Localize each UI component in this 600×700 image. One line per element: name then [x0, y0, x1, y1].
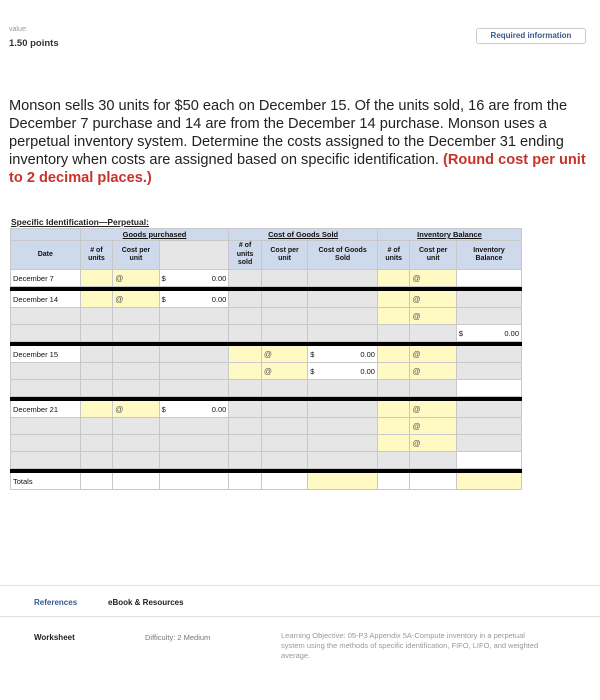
cost-input[interactable]: @ [113, 401, 159, 418]
inventory-cell [456, 270, 521, 287]
table-row [11, 418, 522, 435]
inventory-balance-col-header: Inventory Balance [456, 241, 521, 270]
value-label: value: [9, 26, 28, 33]
cost-goods-sold-header: Cost of Goods Sold [308, 241, 378, 270]
group-header-row [11, 229, 522, 241]
amount-cell: $ 0.00 [159, 401, 229, 418]
units-input[interactable] [229, 346, 262, 363]
required-information-button[interactable]: Required information [476, 28, 586, 44]
cost-input[interactable]: @ [410, 435, 456, 452]
table-row [11, 435, 522, 452]
date-header: Date [11, 241, 81, 270]
cost-input[interactable]: @ [410, 308, 456, 325]
units-input[interactable] [229, 363, 262, 380]
amount-cell: $ 0.00 [159, 270, 229, 287]
specific-identification-table [10, 228, 522, 490]
total-inventory-input[interactable] [456, 473, 521, 490]
inventory-cell [456, 380, 521, 397]
table-row [11, 325, 522, 342]
date-cell: December 7 [11, 270, 81, 287]
table-row [11, 291, 522, 308]
units-input[interactable] [377, 291, 410, 308]
units-input[interactable] [377, 363, 410, 380]
units-input[interactable] [80, 401, 113, 418]
units-purchased-header: # of units [80, 241, 113, 270]
cogs-header: Cost of Goods Sold [229, 229, 378, 241]
cost-input[interactable]: @ [410, 401, 456, 418]
cogs-cell: $ 0.00 [308, 363, 378, 380]
rounding-instruction: (Round cost per unit to 2 decimal places.) [9, 152, 586, 186]
references-tab[interactable]: References [34, 598, 78, 607]
units-input[interactable] [377, 270, 410, 287]
table-row [11, 346, 522, 363]
units-input[interactable] [377, 346, 410, 363]
cost-per-unit-purchased-header: Cost per unit [113, 241, 159, 270]
units-input[interactable] [377, 435, 410, 452]
cost-input[interactable]: @ [410, 270, 456, 287]
question-text [9, 97, 594, 187]
table-title: Specific Identification—Perpetual: [11, 217, 149, 227]
cogs-cell: $ 0.00 [308, 346, 378, 363]
inventory-balance-header: Inventory Balance [377, 229, 521, 241]
cost-per-unit-inventory-header: Cost per unit [410, 241, 456, 270]
table-row [11, 401, 522, 418]
units-input[interactable] [377, 401, 410, 418]
amount-cell: $ 0.00 [159, 291, 229, 308]
points-label: 1.50 points [9, 38, 59, 49]
at-symbol: @ [115, 273, 124, 283]
table-row [11, 363, 522, 380]
cost-input[interactable]: @ [410, 291, 456, 308]
cost-input[interactable]: @ [410, 418, 456, 435]
cost-per-unit-sold-header: Cost per unit [261, 241, 307, 270]
cost-input[interactable]: @ [113, 291, 159, 308]
table-row [11, 380, 522, 397]
divider [0, 585, 600, 586]
units-input[interactable] [377, 418, 410, 435]
units-inventory-header: # of units [377, 241, 410, 270]
date-cell: December 15 [11, 346, 81, 363]
units-sold-header: # of units sold [229, 241, 262, 270]
table-row [11, 308, 522, 325]
learning-objective: Learning Objective: 05-P3 Appendix 5A-Compute inventory in a perpetual system using the methods of specific identification, FIFO, LIFO, and weighted average. [281, 631, 539, 660]
divider [0, 616, 600, 617]
total-cogs-input[interactable] [308, 473, 378, 490]
cost-input[interactable]: @ [261, 346, 307, 363]
goods-purchased-header: Goods purchased [80, 229, 229, 241]
date-cell: December 21 [11, 401, 81, 418]
column-header-row [11, 241, 522, 270]
cost-input[interactable]: @ [410, 346, 456, 363]
units-input[interactable] [377, 308, 410, 325]
table-row [11, 270, 522, 287]
totals-label: Totals [11, 473, 81, 490]
units-input[interactable] [80, 291, 113, 308]
date-cell: December 14 [11, 291, 81, 308]
difficulty-label: Difficulty: 2 Medium [145, 633, 211, 642]
units-input[interactable] [80, 270, 113, 287]
totals-row [11, 473, 522, 490]
cost-input[interactable]: @ [410, 363, 456, 380]
cost-input[interactable] [113, 270, 159, 287]
worksheet-label: Worksheet [34, 633, 75, 642]
cost-input[interactable]: @ [261, 363, 307, 380]
inventory-cell: $ 0.00 [456, 325, 521, 342]
question-body: Monson sells 30 units for $50 each on December 15. Of the units sold, 16 are from the December 7 purchase and 14 are from the December 14 purchase. Monson uses a perpetual inventory system. Determine the costs assigned to the December 31 ending inventory when costs are assigned based on specific identification. [9, 98, 568, 168]
table-row [11, 452, 522, 469]
inventory-cell [456, 452, 521, 469]
ebook-resources-tab[interactable]: eBook & Resources [108, 598, 184, 607]
